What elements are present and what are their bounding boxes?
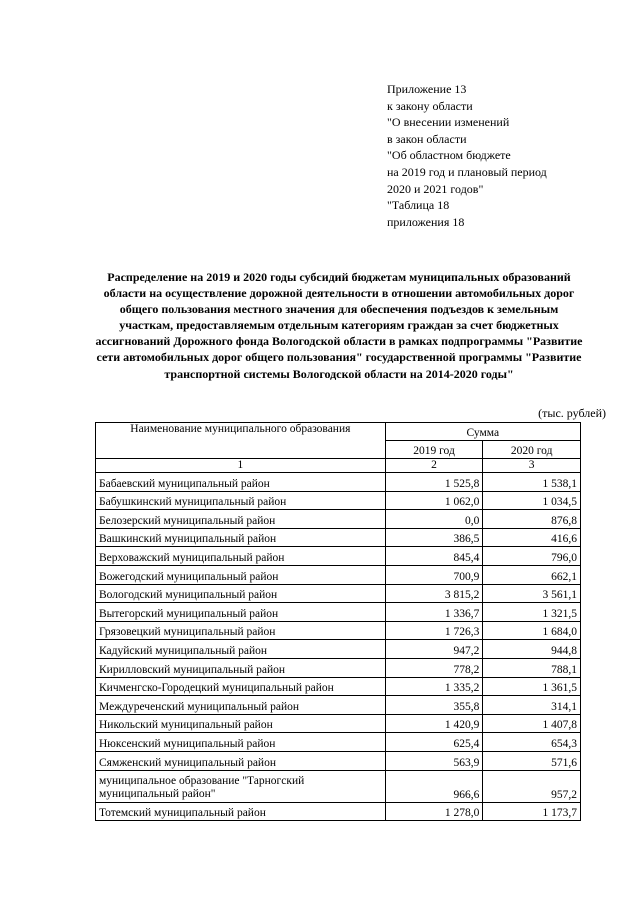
table-row [96,621,581,640]
amount-2019: 625,4 [385,733,483,752]
amount-2020: 416,6 [483,528,581,547]
appendix-line: в закон области [387,131,467,146]
amount-2020: 944,8 [483,640,581,659]
appendix-line: "Таблица 18 [387,198,450,213]
municipality-name: Тотемский муниципальный район [96,802,386,821]
municipality-name: Никольский муниципальный район [96,714,386,733]
municipality-name: Вологодский муниципальный район [96,584,386,603]
municipality-name: Вожегодский муниципальный район [96,565,386,584]
amount-2019: 1 420,9 [385,714,483,733]
table-row [96,640,581,659]
table-row [96,733,581,752]
table-row [96,603,581,622]
amount-2019: 700,9 [385,565,483,584]
table-row [96,510,581,529]
header-year-2020: 2020 год [483,441,581,459]
appendix-header [387,81,617,230]
amount-2019: 1 062,0 [385,491,483,510]
table-row [96,491,581,510]
amount-2020: 1 173,7 [483,802,581,821]
table-row [96,547,581,566]
municipality-name: Кичменгско-Городецкий муниципальный район [96,677,386,696]
amount-2019: 845,4 [385,547,483,566]
amount-2019: 355,8 [385,696,483,715]
column-index: 2 [385,459,483,473]
amount-2020: 662,1 [483,565,581,584]
table-row [96,802,581,821]
amount-2020: 1 538,1 [483,473,581,492]
amount-2019: 947,2 [385,640,483,659]
municipality-name: муниципальное образование "Тарногский муниципальный район" [96,770,386,802]
amount-2020: 1 361,5 [483,677,581,696]
column-index: 3 [483,459,581,473]
amount-2019: 1 336,7 [385,603,483,622]
amount-2020: 796,0 [483,547,581,566]
amount-2020: 1 684,0 [483,621,581,640]
municipality-name: Бабаевский муниципальный район [96,473,386,492]
subsidy-table [95,422,581,821]
amount-2020: 1 321,5 [483,603,581,622]
municipality-name: Бабушкинский муниципальный район [96,491,386,510]
appendix-line: "Об областном бюджете [387,148,511,163]
amount-2019: 966,6 [385,770,483,802]
units-label: (тыс. рублей) [538,406,606,420]
amount-2020: 1 034,5 [483,491,581,510]
municipality-name: Вытегорский муниципальный район [96,603,386,622]
document-title: Распределение на 2019 и 2020 годы субсидий бюджетам муниципальных образований области на осуществление дорожной деятельности в отношении автомобильных дорог общего пользования местного значения для обеспечения подъездов к земельным участкам, предоставляемым отдельным категориям граждан за счет бюджетных ассигнований Дорожного фонда Вологодской области в рамках подпрограммы "Развитие сети автомобильных дорог общего пользования" государственной программы "Развитие транспортной системы Вологодской области на 2014-2020 годы" [95,270,583,381]
table-row [96,751,581,770]
amount-2020: 3 561,1 [483,584,581,603]
amount-2020: 314,1 [483,696,581,715]
amount-2019: 1 525,8 [385,473,483,492]
municipality-name: Междуреченский муниципальный район [96,696,386,715]
municipality-name: Грязовецкий муниципальный район [96,621,386,640]
header-sum: Сумма [385,423,580,441]
amount-2019: 563,9 [385,751,483,770]
appendix-line: "О внесении изменений [387,115,510,130]
table-row [96,565,581,584]
amount-2019: 1 335,2 [385,677,483,696]
municipality-name: Верховажский муниципальный район [96,547,386,566]
municipality-name: Сямженский муниципальный район [96,751,386,770]
header-year-2019: 2019 год [385,441,483,459]
municipality-name: Вашкинский муниципальный район [96,528,386,547]
amount-2019: 1 278,0 [385,802,483,821]
amount-2019: 3 815,2 [385,584,483,603]
table-row [96,584,581,603]
table-row [96,696,581,715]
amount-2020: 788,1 [483,658,581,677]
appendix-line: 2020 и 2021 годов" [387,181,484,196]
appendix-line: на 2019 год и плановый период [387,164,547,179]
amount-2019: 1 726,3 [385,621,483,640]
amount-2020: 957,2 [483,770,581,802]
appendix-line: Приложение 13 [387,82,467,96]
amount-2020: 654,3 [483,733,581,752]
amount-2020: 1 407,8 [483,714,581,733]
column-index: 1 [96,459,386,473]
amount-2019: 778,2 [385,658,483,677]
municipality-name: Кирилловский муниципальный район [96,658,386,677]
header-municipality: Наименование муниципального образования [96,423,386,459]
municipality-name: Белозерский муниципальный район [96,510,386,529]
appendix-line: к закону области [387,98,473,113]
table-row [96,658,581,677]
amount-2020: 876,8 [483,510,581,529]
amount-2020: 571,6 [483,751,581,770]
table-row [96,770,581,802]
table-row [96,714,581,733]
municipality-name: Нюксенский муниципальный район [96,733,386,752]
table-row [96,677,581,696]
appendix-line: приложения 18 [387,214,465,229]
table-row [96,528,581,547]
amount-2019: 0,0 [385,510,483,529]
table-row [96,473,581,492]
municipality-name: Кадуйский муниципальный район [96,640,386,659]
amount-2019: 386,5 [385,528,483,547]
